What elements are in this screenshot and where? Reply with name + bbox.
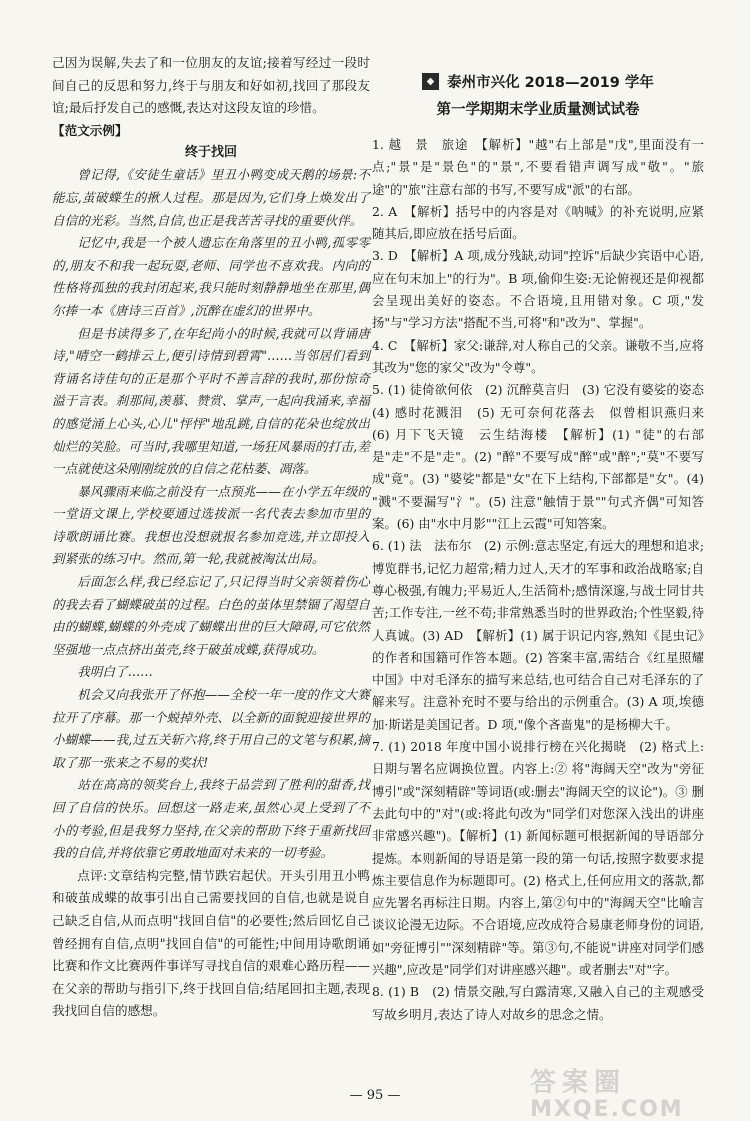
right-column	[372, 52, 717, 1026]
essay-paragraph: 记忆中,我是一个被人遗忘在角落里的丑小鸭,孤零零的,朋友不和我一起玩耍,老师、同学也不喜欢我。内向的性格将孤独的我封闭起来,我只能时刻静静地坐在那里,偶尔捧一本《唐诗三百首》,沉醉在虚幻的世界中。	[52, 235, 370, 318]
answer-item: 7. (1) 2018 年度中国小说排行榜在兴化揭晓 (2) 格式上:日期与署名应调换位置。内容上:② 将"海阔天空"改为"旁征博引"或"深刻精辟"等词语(或:删去"海阔天空的议论")。③ 删去此句中的"对"(或:将此句改为"同学们对您深入浅出的讲座非常感兴趣")。【解析】(1) 新闻标题可根据新闻的导语部分提炼。本则新闻的导语是第一段的第一句话,按照字数要求提炼主要信息作为标题即可。(2) 格式上,任何应用文的落款,都应先署名再标注日期。内容上,第②句中的"海阔天空"比喻言谈议论漫无边际。不合语境,应改成符合易康老师身份的词语,如"旁征博引""深刻精辟"等。第③句,不能说"讲座对同学们感兴趣",应改是"同学们对讲座感兴趣"。或者删去"对"字。	[372, 739, 704, 977]
essay-paragraph: 曾记得,《安徒生童话》里丑小鸭变成天鹅的场景:不能忘,茧破蝶生的揪人过程。那是因为,它们身上焕发出了自信的光彩。当然,自信,也正是我苦苦寻找的重要伙伴。	[52, 167, 370, 228]
essay-paragraph: 我明白了……	[77, 664, 153, 680]
exam-title-line2: 第一学期期末学业质量测试试卷	[436, 102, 640, 118]
page-number: — 95 —	[349, 1088, 401, 1103]
answer-item: 5. (1) 徒倚欲何依 (2) 沉醉莫言归 (3) 它没有婆娑的姿态 (4) 感时花溅泪 (5) 无可奈何花落去 似曾相识燕归来 (6) 月下飞天镜 云生结海楼 【解析】(1) "徒"的右部是"走"不是"走"。(2) "醉"不要写成"醉"或"醉";"莫"不要写成"竟"。(3) "婆娑"都是"女"在下上结构,下部都是"女"。(4) "溅"不要漏写"氵"。(5) 注意"触情于景""句式齐偶"可知答案。(6) 由"水中月影""江上云霞"可知答案。	[372, 382, 717, 532]
sample-label: 【范文示例】	[52, 122, 128, 138]
exam-title-line1: 泰州市兴化 2018—2019 学年	[372, 70, 704, 97]
essay-paragraph: 暴风骤雨来临之前没有一点预兆——在小学五年级的一堂语文课上,学校要通过选拔派一名代表去参加市里的诗歌朗诵比赛。我想也没想就报名参加竞选,并立即投入到紧张的练习中。然而,第一轮,我就被淘汰出局。	[52, 483, 370, 567]
answer-item: 2. A 【解析】括号中的内容是对《呐喊》的补充说明,应紧随其后,即应放在括号后面。	[372, 203, 704, 242]
exam-title	[372, 70, 704, 124]
answer-item: 8. (1) B (2) 情景交融,写白露清寒,又融入自己的主观感受写故乡明月,表达了诗人对故乡的思念之情。	[372, 984, 704, 1022]
essay-paragraph: 站在高高的领奖台上,我终于品尝到了胜利的甜香,找回了自信的快乐。回想这一路走来,虽然心灵上受到了不小的考验,但是我努力坚持,在父亲的帮助下终于重新找回我的自信,并将依靠它勇敢地面对未来的一切考验。	[52, 777, 370, 861]
essay-body	[52, 164, 370, 864]
watermark-logo	[530, 1062, 740, 1121]
essay-paragraph: 后面怎么样,我已经忘记了,只记得当时父亲领着伤心的我去看了蝴蝶破茧的过程。白色的茧体里禁锢了渴望自由的蝴蝶,蝴蝶的外壳成了蝴蝶出世的巨大障碍,可它依然坚强地一点点挤出茧壳,终于破茧成蝶,获得成功。	[52, 574, 370, 657]
answer-item: 1. 越 景 旅途 【解析】"越"右上部是"戊",里面没有一点;"景"是"景色"的"景",不要看错声调写成"敬"。"旅途"的"旅"注意右部的书写,不要写成"派"的右部。	[372, 137, 704, 197]
watermark-line2: MXQE.COM	[530, 1097, 684, 1121]
answer-item: 4. C 【解析】家父:谦辞,对人称自己的父亲。谦敬不当,应将其改为"您的家父"改为"令尊"。	[372, 337, 704, 375]
essay-paragraph: 机会又向我张开了怀抱——全校一年一度的作文大赛拉开了序幕。那一个蜕掉外壳、以全新的面貌迎接世界的小蝴蝶——我,过五关斩六将,终于用自己的文笔与积累,摘取了那一张来之不易的奖状!	[52, 687, 370, 770]
intro-paragraph: 己因为误解,失去了和一位朋友的友谊;接着写经过一段时间自己的反思和努力,终于与朋友和好如初,找回了那段友谊;最后抒发自己的感慨,表达对这段友谊的珍惜。	[52, 55, 370, 116]
answer-item: 3. D 【解析】A 项,成分残缺,动词"控诉"后缺少宾语中心语,应在句末加上"的行为"。B 项,偷仰生姿:无论俯视还是仰视都会呈现出美好的姿态。不合语境,且用错对象。C 项,"发扬"与"学习方法"搭配不当,可将"和"改为"、掌握"。	[372, 248, 704, 331]
section-badge-icon	[422, 73, 439, 90]
essay-title: 终于找回	[184, 145, 237, 161]
essay-paragraph: 但是书读得多了,在年纪尚小的时候,我就可以背诵唐诗,"晴空一鹤排云上,便引诗情到碧霄"……当邻居们看到背诵名诗佳句的正是那个平时不善言辞的我时,那份惊奇溢于言表。刹那间,羡慕、赞赏、掌声,一起向我涌来,幸福的感觉涌上心头,心儿"怦怦"地乱跳,自信的花朵也绽放出灿烂的笑脸。可当时,我哪里知道,一场狂风暴雨的打击,差一点就使这朵刚刚绽放的自信之花枯萎、凋落。	[52, 325, 370, 477]
left-column	[52, 52, 370, 1023]
watermark-line1: 答案圈	[530, 1068, 627, 1098]
comment-paragraph: 点评:文章结构完整,情节跌宕起伏。开头引用丑小鸭和破茧成蝶的故事引出自己需要找回的自信,也就是说自己缺乏自信,从而点明"找回自信"的必要性;然后回忆自己曾经拥有自信,点明"找回自信"的可能性;中间用诗歌朗诵比赛和作文比赛两件事详写寻找自信的艰难心路历程——在父亲的帮助与指引下,终于找回自信;结尾回扣主题,表现我找回自信的感想。	[52, 867, 370, 1019]
answer-item: 6. (1) 法 法布尔 (2) 示例:意志坚定,有远大的理想和追求;博览群书,记忆力超常;精力过人,天才的军事和政治战略家;自尊心极强,有魄力;平易近人,生活简朴;感情深邃,与战士同甘共苦;工作专注,一丝不苟;非常熟悉当时的世界政治;个性坚毅,待人真诚。(3) AD 【解析】(1) 属于识记内容,熟知《昆虫记》的作者和国籍可作答本题。(2) 答案丰富,需结合《红星照耀中国》中对毛泽东的描写来总结,也可结合自己对毛泽东的了解来写。注意补充时不要与给出的示例重合。(3) A 项,埃德加·斯诺是美国记者。D 项,"像个吝啬鬼"的是杨柳大千。	[372, 538, 704, 732]
